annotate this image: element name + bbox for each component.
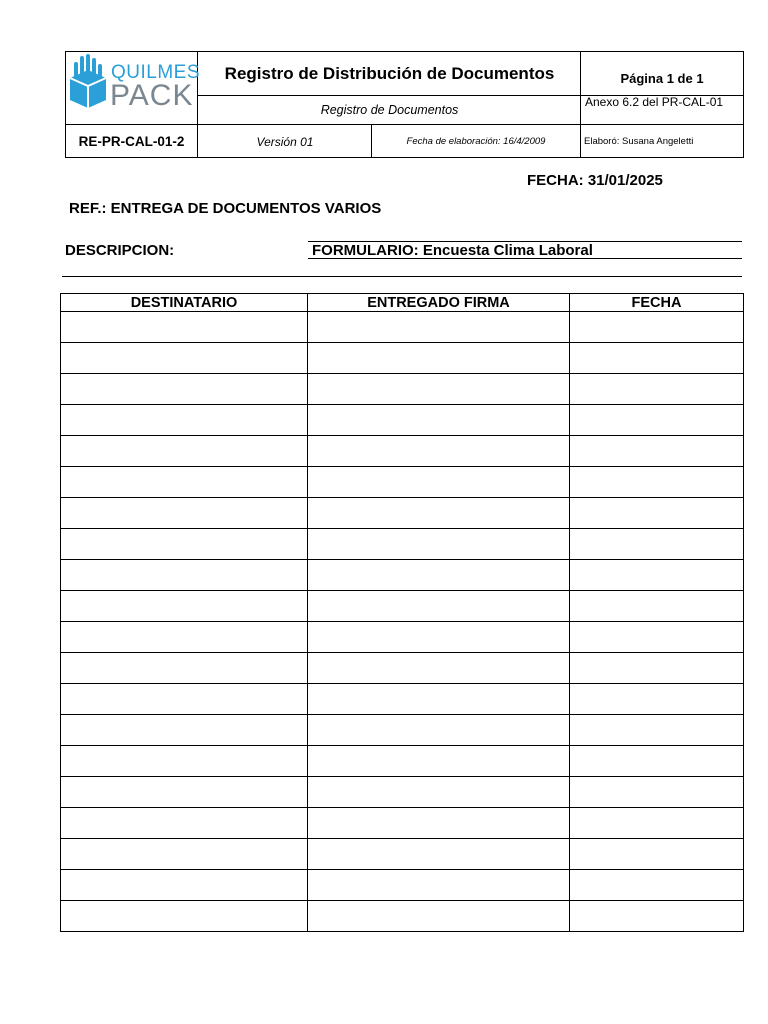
signature-cell[interactable] [308, 374, 569, 404]
signature-cell[interactable] [308, 498, 569, 528]
column-header-signature: ENTREGADO FIRMA [367, 294, 510, 311]
date-cell[interactable] [570, 839, 743, 869]
annex-reference: Anexo 6.2 del PR-CAL-01 [585, 95, 724, 109]
date-cell[interactable] [570, 467, 743, 497]
date-cell[interactable] [570, 560, 743, 590]
author: Elaboró: Susana Angeletti [584, 136, 694, 147]
recipient-cell[interactable] [61, 653, 307, 683]
document-code: RE-PR-CAL-01-2 [78, 134, 185, 149]
header-divider [371, 124, 372, 158]
column-header-recipient: DESTINATARIO [130, 294, 238, 311]
recipient-cell[interactable] [61, 715, 307, 745]
recipient-cell[interactable] [61, 374, 307, 404]
description-rule-top [308, 241, 742, 242]
signature-cell[interactable] [308, 715, 569, 745]
signature-cell[interactable] [308, 405, 569, 435]
column-header-date: FECHA [631, 294, 682, 311]
distribution-table [60, 293, 744, 932]
date-cell[interactable] [570, 870, 743, 900]
signature-cell[interactable] [308, 870, 569, 900]
recipient-cell[interactable] [61, 436, 307, 466]
date-cell[interactable] [570, 808, 743, 838]
recipient-cell[interactable] [61, 808, 307, 838]
date-cell[interactable] [570, 529, 743, 559]
recipient-cell[interactable] [61, 870, 307, 900]
signature-cell[interactable] [308, 839, 569, 869]
logo-text-top: QUILMES [111, 62, 201, 83]
company-logo [68, 52, 201, 122]
signature-cell[interactable] [308, 591, 569, 621]
description-label: DESCRIPCION: [65, 242, 175, 259]
date-cell[interactable] [570, 715, 743, 745]
recipient-cell[interactable] [61, 746, 307, 776]
recipient-cell[interactable] [61, 591, 307, 621]
date-cell[interactable] [570, 498, 743, 528]
date-cell[interactable] [570, 901, 743, 931]
date-cell[interactable] [570, 374, 743, 404]
signature-cell[interactable] [308, 808, 569, 838]
signature-cell[interactable] [308, 653, 569, 683]
header-divider [580, 51, 581, 158]
signature-cell[interactable] [308, 467, 569, 497]
document-version: Versión 01 [256, 134, 314, 149]
recipient-cell[interactable] [61, 529, 307, 559]
description-rule-bottom [308, 258, 742, 259]
signature-cell[interactable] [308, 684, 569, 714]
header-divider [65, 124, 744, 125]
recipient-cell[interactable] [61, 684, 307, 714]
date-cell[interactable] [570, 591, 743, 621]
recipient-cell[interactable] [61, 467, 307, 497]
recipient-cell[interactable] [61, 560, 307, 590]
date-cell[interactable] [570, 343, 743, 373]
signature-cell[interactable] [308, 746, 569, 776]
signature-cell[interactable] [308, 901, 569, 931]
description-value: FORMULARIO: Encuesta Clima Laboral [312, 242, 593, 259]
document-subtitle: Registro de Documentos [320, 103, 459, 117]
recipient-cell[interactable] [61, 312, 307, 342]
document-title: Registro de Distribución de Documentos [224, 64, 555, 83]
date-cell[interactable] [570, 684, 743, 714]
signature-cell[interactable] [308, 622, 569, 652]
signature-cell[interactable] [308, 777, 569, 807]
date-cell[interactable] [570, 777, 743, 807]
separator-rule [62, 276, 742, 277]
signature-cell[interactable] [308, 312, 569, 342]
page-number: Página 1 de 1 [620, 70, 704, 86]
signature-cell[interactable] [308, 529, 569, 559]
recipient-cell[interactable] [61, 498, 307, 528]
date-cell[interactable] [570, 405, 743, 435]
delivery-date: FECHA: 31/01/2025 [527, 172, 663, 189]
date-cell[interactable] [570, 436, 743, 466]
date-cell[interactable] [570, 653, 743, 683]
logo-text-bottom: PACK [110, 79, 194, 112]
recipient-cell[interactable] [61, 901, 307, 931]
recipient-cell[interactable] [61, 405, 307, 435]
date-cell[interactable] [570, 622, 743, 652]
recipient-cell[interactable] [61, 839, 307, 869]
signature-cell[interactable] [308, 560, 569, 590]
recipient-cell[interactable] [61, 343, 307, 373]
signature-cell[interactable] [308, 436, 569, 466]
recipient-cell[interactable] [61, 777, 307, 807]
recipient-cell[interactable] [61, 622, 307, 652]
date-cell[interactable] [570, 312, 743, 342]
creation-date: Fecha de elaboración: 16/4/2009 [406, 136, 546, 147]
reference-line: REF.: ENTREGA DE DOCUMENTOS VARIOS [69, 200, 382, 217]
signature-cell[interactable] [308, 343, 569, 373]
date-cell[interactable] [570, 746, 743, 776]
